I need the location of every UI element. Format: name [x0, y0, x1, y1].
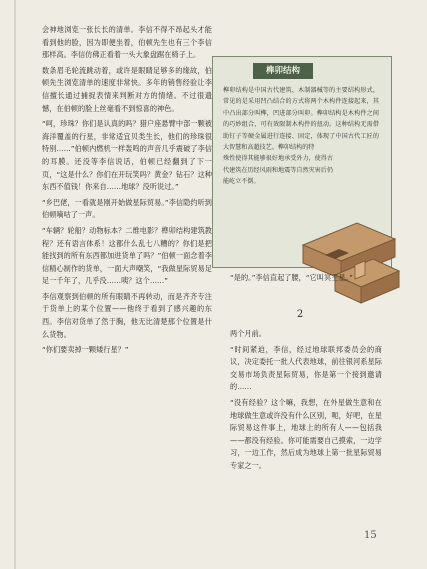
right-column-top — [230, 272, 382, 288]
paragraph: 两个月前。 — [230, 329, 266, 338]
paragraph: “车辆？轮船？动物标本？二维电影？榫卯结构建筑教程？还有语言体系！这都什么乱七八糟的？你们是把能找到的所有东西都加进货单了吗？”伯顿一面念着李信精心制作的货单，一面大声嘲笑，“我做星际贸易足足一千年了，几乎没……咦？这个……” — [42, 225, 212, 286]
paragraph: “呵，珍珠？你们是认真的吗？猎户座悬臂中部一颗被海洋覆盖的行星，非常适宜贝类生长，他们的珍珠很特别……”伯顿内燃机一样轰鸣的声音几乎震破了李信的耳膜。还没等李信说话，伯顿已经翻到了下一页，“这是什么？你们在开玩笑吗？黄金？钻石？这种东西不值钱！你来自……地球？没听说过。” — [42, 119, 212, 192]
sidebar-title: 榫卯结构 — [253, 63, 313, 79]
dialogue-line: “是的。”李信直起了腰，“它叫冥王星。” — [230, 273, 353, 282]
paragraph: 李信观察到伯顿的所有眼睛不再转动，而是齐齐专注于货单上的某个位置——他终于看到了感兴趣的东西。李信对货单了然于胸，他无比清楚那个位置是什么货物。 — [42, 291, 212, 339]
paragraph: 数条眉毛轮流跳动着，或许是眼睛足够多的缘故，伯顿先生浏览清单的速度非常快。多年的销售经验让李信擅长通过捕捉表情来判断对方的情绪。不过很遗憾，在伯顿的脸上丝毫看不到惊喜的神色。 — [42, 65, 212, 113]
sidebar-text-main: 榫卯结构是中国古代建筑、木制器械等的主要结构形式，常见的是采用凹凸结合的方式将两个木构件连接起来，其中凸出部分叫榫，凹进部分叫卯。榫卯结构是木构件之间的巧妙组合，可有效限制木构件的扭动。这种结构无需借助钉子等硬金属进行连接、固定，体现了中国古代工匠的大智慧和高超技艺。榫卯结构的特 — [223, 87, 379, 152]
paragraph: 会神地浏览一张长长的清单。李信不得不昂起头才能看到他的脸，因为即便坐着，伯顿先生也有三个李信那样高。李信仿佛正看着一头大象盘踞在椅子上。 — [42, 25, 212, 60]
section-number: 2 — [296, 309, 304, 320]
paragraph: “乡巴佬，一看就是刚开始做星际贸易。”李信隐约听到伯顿嘀咕了一声。 — [42, 197, 212, 220]
paragraph: “没有经验？这个嘛，我想，在外星做生意和在地球做生意或许没有什么区别，呃，好吧，在星际贸易这件事上，地球上的所有人——包括我——都没有经验。你可能需要自己摸索，一边学习，一边工作，然后成为地球上第一批星际贸易专家之一。 — [230, 397, 382, 470]
left-column — [42, 24, 212, 360]
mortise-tenon-joint-illustration — [295, 215, 405, 310]
sidebar-text-narrow: 殊性使得其能够很好地承受外力，使得古代建筑在历经风雨和地震等自然灾害后仍能屹立不倒。 — [223, 155, 333, 186]
page-margin-bar — [14, 0, 16, 569]
sidebar-body — [223, 85, 379, 188]
page-number: 15 — [364, 530, 377, 541]
paragraph: “时间紧迫，李信，经过地球联邦委员会的商议，决定委托一批人代表地球，前往银河系星际交易市场负责星际贸易，你是第一个接到邀请的…… — [230, 344, 382, 392]
right-column — [230, 328, 382, 476]
paragraph: “你们要卖掉一颗矮行星？” — [42, 345, 129, 355]
